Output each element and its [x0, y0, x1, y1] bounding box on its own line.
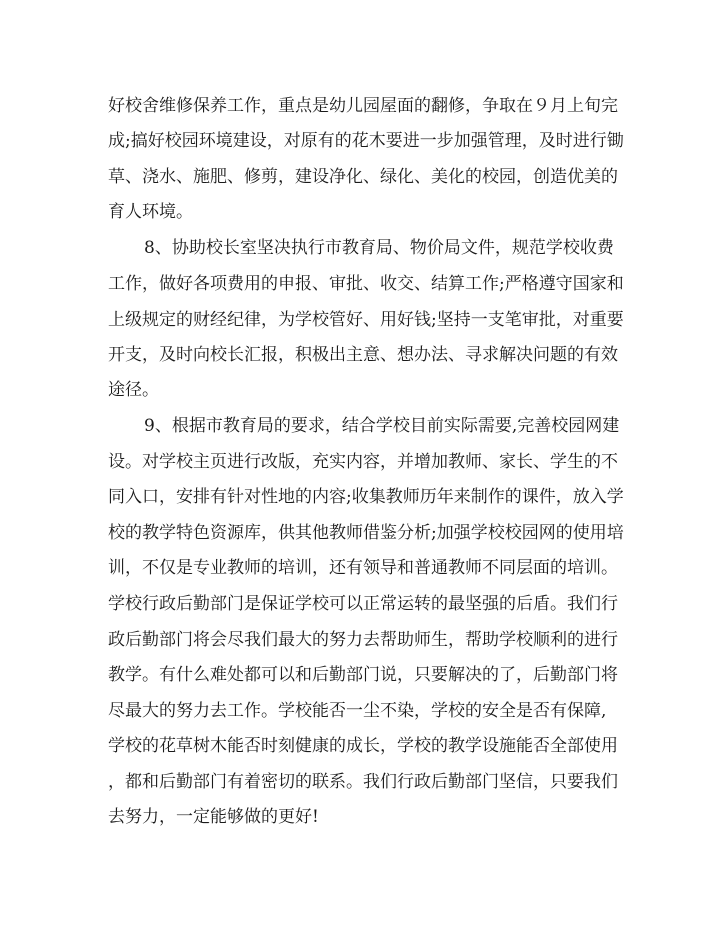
text-line-21: 去努力，一定能够做的更好! [108, 807, 319, 827]
text-line-19: 学校的花草树木能否时刻健康的成长，学校的教学设施能否全部使用 [108, 736, 618, 756]
text-line-17: 教学。有什么难处都可以和后勤部门说，只要解决的了，后勤部门将 [108, 665, 618, 685]
text-line-3: 草、浇水、施肥、修剪，建设净化、绿化、美化的校园，创造优美的 [108, 167, 618, 187]
text-line-16: 政后勤部门将会尽我们最大的努力去帮助师生，帮助学校顺利的进行 [108, 630, 618, 650]
text-line-11: 设。对学校主页进行改版，充实内容，并增加教师、家长、学生的不 [108, 452, 618, 472]
text-line-4: 育人环境。 [108, 202, 193, 222]
text-line-20: ，都和后勤部门有着密切的联系。我们行政后勤部门坚信，只要我们 [108, 772, 618, 792]
text-line-2: 成;搞好校园环境建设，对原有的花木要进一步加强管理，及时进行锄 [108, 131, 624, 151]
text-line-15: 学校行政后勤部门是保证学校可以正常运转的最坚强的后盾。我们行 [108, 594, 618, 614]
paragraph-8-first-line: 8、协助校长室坚决执行市教育局、物价局文件，规范学校收费 [144, 238, 614, 258]
text-line-7: 上级规定的财经纪律，为学校管好、用好钱;坚持一支笔审批，对重要 [108, 310, 624, 330]
text-line-8: 开支，及时向校长汇报，积极出主意、想办法、寻求解决问题的有效 [108, 345, 618, 365]
text-line-1: 好校舍维修保养工作，重点是幼儿园屋面的翻修，争取在９月上旬完 [108, 96, 618, 116]
paragraph-9-first-line: 9、根据市教育局的要求，结合学校目前实际需要,完善校园网建 [144, 416, 620, 436]
text-line-13: 校的教学特色资源库，供其他教师借鉴分析;加强学校校园网的使用培 [108, 523, 624, 543]
text-line-6: 工作，做好各项费用的申报、审批、收交、结算工作;严格遵守国家和 [108, 274, 624, 294]
text-line-18: 尽最大的努力去工作。学校能否一尘不染，学校的安全是否有保障, [108, 701, 607, 721]
text-line-12: 同入口，安排有针对性地的内容;收集教师历年来制作的课件，放入学 [108, 487, 624, 507]
text-line-9: 途径。 [108, 380, 159, 400]
text-line-14: 训，不仅是专业教师的培训，还有领导和普通教师不同层面的培训。 [108, 558, 618, 578]
